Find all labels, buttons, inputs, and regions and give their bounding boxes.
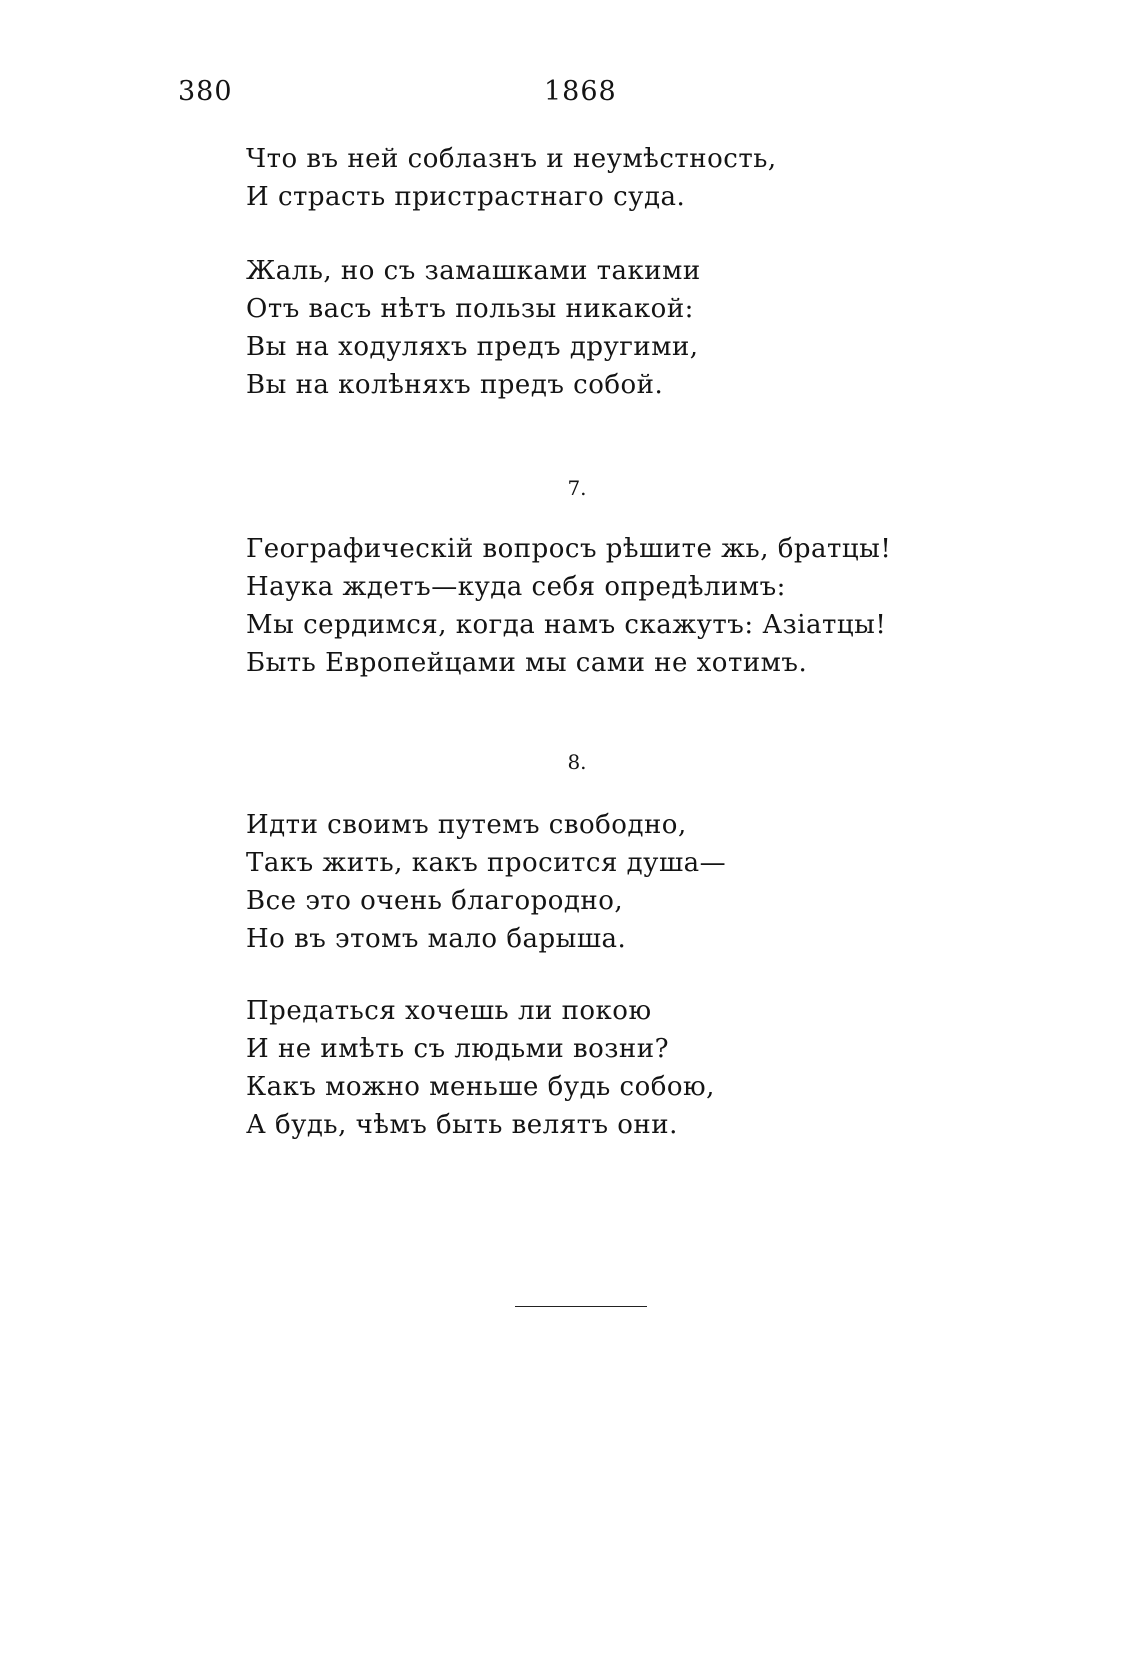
stanza-5 <box>246 992 946 1144</box>
verse-line: Какъ можно меньше будь собою, <box>246 1072 715 1102</box>
verse-line: Отъ васъ нѣтъ пользы никакой: <box>246 294 694 324</box>
verse-line: Географическій вопросъ рѣшите жь, братцы! <box>246 534 892 564</box>
end-rule-divider <box>515 1306 647 1307</box>
stanza-3 <box>246 530 946 682</box>
verse-line: Предаться хочешь ли покою <box>246 996 652 1026</box>
verse-line: Мы сердимся, когда намъ скажутъ: Азіатцы! <box>246 610 887 640</box>
section-number-7: 7. <box>567 476 587 500</box>
section-number-8: 8. <box>567 750 587 774</box>
verse-line: А будь, чѣмъ быть велятъ они. <box>246 1110 678 1140</box>
stanza-2 <box>246 252 946 404</box>
verse-line: И страсть пристрастнаго суда. <box>246 182 686 212</box>
verse-line: Вы на колѣняхъ предъ собой. <box>246 370 664 400</box>
verse-line: Что въ ней соблазнъ и неумѣстность, <box>246 144 777 174</box>
page-number: 380 <box>178 76 233 107</box>
running-head-year: 1868 <box>544 76 617 107</box>
verse-line: Быть Европейцами мы сами не хотимъ. <box>246 648 808 678</box>
verse-line: Вы на ходуляхъ предъ другими, <box>246 332 699 362</box>
stanza-1 <box>246 140 946 216</box>
verse-line: И не имѣть съ людьми возни? <box>246 1034 670 1064</box>
verse-line: Жаль, но съ замашками такими <box>246 256 701 286</box>
verse-line: Идти своимъ путемъ свободно, <box>246 810 687 840</box>
verse-line: Но въ этомъ мало барыша. <box>246 924 627 954</box>
verse-line: Такъ жить, какъ просится душа— <box>246 848 727 878</box>
verse-line: Все это очень благородно, <box>246 886 624 916</box>
verse-line: Наука ждетъ—куда себя опредѣлимъ: <box>246 572 786 602</box>
stanza-4 <box>246 806 946 958</box>
